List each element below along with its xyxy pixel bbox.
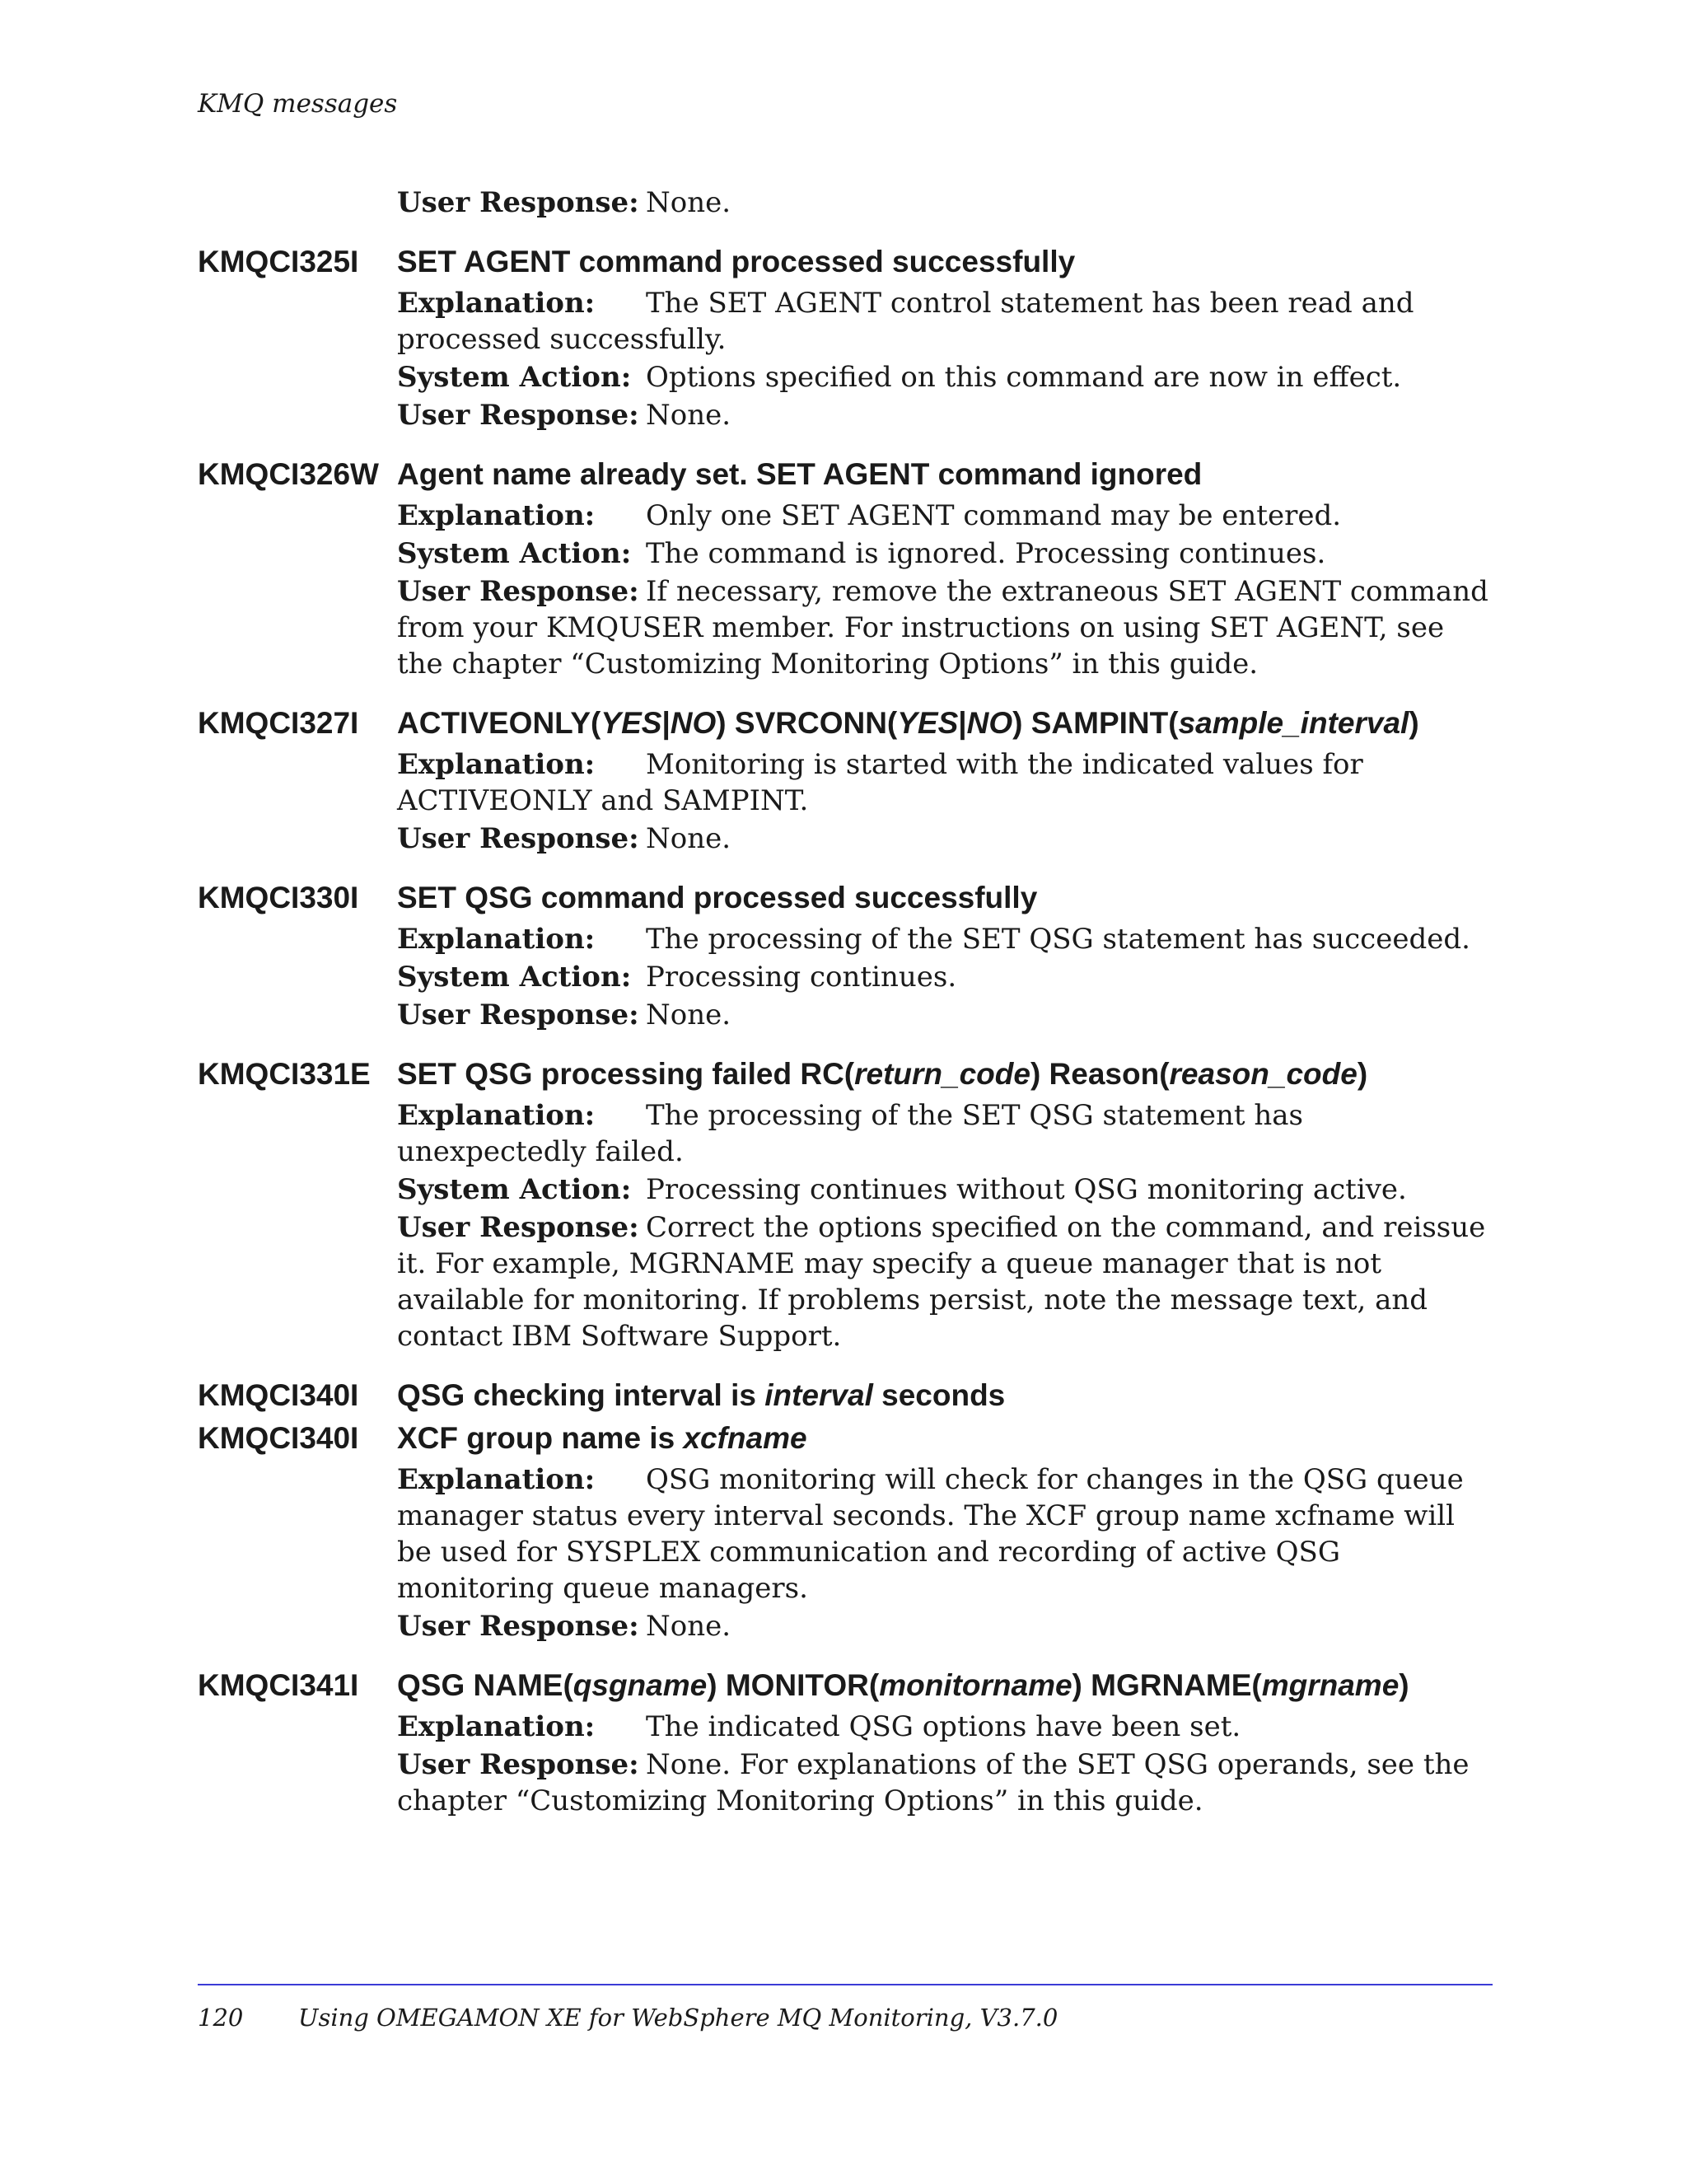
para-label: System Action: xyxy=(397,961,632,994)
message-id: KMQCI326W xyxy=(198,457,379,491)
title-text: SET AGENT command processed successfully xyxy=(397,245,1076,278)
title-variable: NO xyxy=(670,706,717,740)
message-id-column xyxy=(198,1053,397,1356)
title-variable: mgrname xyxy=(1261,1668,1400,1702)
message-gap xyxy=(198,1646,1493,1664)
para-text: The indicated QSG options have been set. xyxy=(646,1710,1241,1743)
message-entry xyxy=(198,702,1493,858)
message-paragraph xyxy=(397,1172,1493,1208)
message-paragraph xyxy=(397,1461,1493,1606)
message-entry xyxy=(198,1374,1493,1646)
message-id: KMQCI340I xyxy=(198,1378,359,1412)
message-body xyxy=(397,241,1493,435)
title-text: ) SVRCONN( xyxy=(716,706,898,740)
message-paragraph xyxy=(397,359,1493,395)
title-text: ) MONITOR( xyxy=(707,1668,880,1702)
para-label: System Action: xyxy=(397,361,632,394)
message-paragraph xyxy=(397,397,1493,433)
footer-rule xyxy=(198,1984,1493,1985)
message-title xyxy=(397,1374,1493,1417)
para-text: Processing continues without QSG monitoring active. xyxy=(646,1173,1407,1206)
title-variable: YES xyxy=(600,706,662,740)
title-text: ) xyxy=(1409,706,1419,740)
message-paragraph xyxy=(397,535,1493,572)
para-text: None. xyxy=(646,822,731,855)
para-text: QSG monitoring will check for changes in the QSG queue manager status every interval seconds. The XCF group name xcfname will be used for SYSPLEX communication and recording of active QSG monitoring queue managers. xyxy=(397,1463,1464,1605)
message-title xyxy=(397,241,1493,283)
message-body xyxy=(397,1374,1493,1646)
message-paragraph xyxy=(397,573,1493,682)
message-title xyxy=(397,1053,1493,1096)
title-variable: YES xyxy=(897,706,959,740)
message-entry xyxy=(198,1053,1493,1356)
message-paragraph xyxy=(397,1097,1493,1170)
page-number: 120 xyxy=(198,2004,244,2032)
message-paragraph xyxy=(397,498,1493,534)
para-text: None. xyxy=(646,998,731,1031)
para-label: Explanation: xyxy=(397,1099,596,1132)
message-id: KMQCI340I xyxy=(198,1421,359,1455)
message-body xyxy=(397,1664,1493,1821)
message-title xyxy=(397,877,1493,919)
message-title xyxy=(397,1664,1493,1707)
title-text: ) Reason( xyxy=(1030,1057,1170,1091)
message-body xyxy=(397,702,1493,858)
message-paragraph xyxy=(397,1709,1493,1745)
title-variable: sample_interval xyxy=(1178,706,1409,740)
message-title xyxy=(397,453,1493,496)
message-id: KMQCI327I xyxy=(198,706,359,740)
title-text: QSG checking interval is xyxy=(397,1378,765,1412)
message-gap xyxy=(198,858,1493,877)
title-variable: interval xyxy=(764,1378,873,1412)
para-label: User Response: xyxy=(397,186,639,219)
para-text: The SET AGENT control statement has been read and processed successfully. xyxy=(397,287,1414,356)
message-entry xyxy=(198,241,1493,435)
title-variable: NO xyxy=(966,706,1013,740)
para-text: None. For explanations of the SET QSG operands, see the chapter “Customizing Monitoring Options” in this guide. xyxy=(397,1748,1470,1817)
message-entry xyxy=(198,453,1493,684)
para-text: None. xyxy=(646,186,731,219)
para-label: Explanation: xyxy=(397,923,596,956)
para-label: Explanation: xyxy=(397,1463,596,1496)
message-paragraph xyxy=(397,821,1493,857)
title-text: SET QSG command processed successfully xyxy=(397,881,1038,914)
para-text: Options specified on this command are now in effect. xyxy=(646,361,1402,394)
title-text: QSG NAME( xyxy=(397,1668,573,1702)
title-text: ) MGRNAME( xyxy=(1072,1668,1262,1702)
para-label: Explanation: xyxy=(397,748,596,781)
title-text: ) SAMPINT( xyxy=(1012,706,1179,740)
title-text: | xyxy=(661,706,671,740)
message-paragraph xyxy=(397,285,1493,358)
para-label: User Response: xyxy=(397,1211,639,1244)
para-text: Processing continues. xyxy=(646,961,957,994)
title-text: SET QSG processing failed RC( xyxy=(397,1057,855,1091)
running-head: KMQ messages xyxy=(198,89,398,119)
message-paragraph xyxy=(397,1747,1493,1819)
message-body xyxy=(397,453,1493,684)
para-text: The command is ignored. Processing continues. xyxy=(646,537,1326,570)
para-text: Only one SET AGENT command may be entered. xyxy=(646,499,1342,532)
para-label: User Response: xyxy=(397,575,639,608)
para-text: Monitoring is started with the indicated values for ACTIVEONLY and SAMPINT. xyxy=(397,748,1363,817)
message-id: KMQCI330I xyxy=(198,881,359,914)
page-footer xyxy=(198,2004,1058,2032)
message-id-column xyxy=(198,453,397,684)
message-id-column xyxy=(198,1664,397,1821)
message-id: KMQCI341I xyxy=(198,1668,359,1702)
title-variable: monitorname xyxy=(879,1668,1072,1702)
message-body xyxy=(397,877,1493,1035)
message-gap xyxy=(198,435,1493,453)
title-variable: reason_code xyxy=(1169,1057,1358,1091)
para-label: Explanation: xyxy=(397,287,596,320)
message-id-column xyxy=(198,1374,397,1646)
title-variable: xcfname xyxy=(683,1421,807,1455)
message-title xyxy=(397,1417,1493,1460)
message-paragraph xyxy=(397,1608,1493,1644)
continued-user-response xyxy=(198,185,1493,221)
message-entry xyxy=(198,877,1493,1035)
para-label: System Action: xyxy=(397,537,632,570)
para-label: User Response: xyxy=(397,1610,639,1643)
message-list xyxy=(198,183,1493,1821)
message-id: KMQCI325I xyxy=(198,245,359,278)
title-text: ACTIVEONLY( xyxy=(397,706,601,740)
title-text: Agent name already set. SET AGENT command ignored xyxy=(397,457,1203,491)
para-label: Explanation: xyxy=(397,499,596,532)
message-gap xyxy=(198,684,1493,702)
para-label: User Response: xyxy=(397,998,639,1031)
message-paragraph xyxy=(397,1209,1493,1354)
para-text: None. xyxy=(646,399,731,432)
para-label: System Action: xyxy=(397,1173,632,1206)
title-variable: qsgname xyxy=(572,1668,708,1702)
message-gap xyxy=(198,222,1493,241)
message-id-column xyxy=(198,877,397,1035)
message-paragraph xyxy=(397,921,1493,957)
message-body xyxy=(397,1053,1493,1356)
para-label: User Response: xyxy=(397,822,639,855)
message-entry xyxy=(198,1664,1493,1821)
book-title: Using OMEGAMON XE for WebSphere MQ Monitoring, V3.7.0 xyxy=(298,2004,1058,2032)
message-paragraph xyxy=(397,959,1493,995)
message-paragraph xyxy=(397,746,1493,819)
message-paragraph xyxy=(397,997,1493,1033)
message-id: KMQCI331E xyxy=(198,1057,371,1091)
title-text: | xyxy=(958,706,967,740)
message-gap xyxy=(198,1035,1493,1053)
message-gap xyxy=(198,1356,1493,1374)
para-text: None. xyxy=(646,1610,731,1643)
para-text: The processing of the SET QSG statement has unexpectedly failed. xyxy=(397,1099,1303,1168)
title-text: ) xyxy=(1399,1668,1409,1702)
para-text: Correct the options specified on the command, and reissue it. For example, MGRNAME may specify a queue manager that is not available for monitoring. If problems persist, note the message text, and contact IBM Software Support. xyxy=(397,1211,1486,1353)
message-id-column xyxy=(198,702,397,858)
para-label: User Response: xyxy=(397,1748,639,1781)
para-text: If necessary, remove the extraneous SET AGENT command from your KMQUSER member. For instructions on using SET AGENT, see the chapter “Customizing Monitoring Options” in this guide. xyxy=(397,575,1488,680)
para-label: User Response: xyxy=(397,399,639,432)
title-variable: return_code xyxy=(854,1057,1030,1091)
title-text: ) xyxy=(1357,1057,1368,1091)
title-text: XCF group name is xyxy=(397,1421,684,1455)
title-text: seconds xyxy=(872,1378,1006,1412)
para-label: Explanation: xyxy=(397,1710,596,1743)
message-id-column xyxy=(198,241,397,435)
message-title xyxy=(397,702,1493,745)
para-text: The processing of the SET QSG statement has succeeded. xyxy=(646,923,1470,956)
